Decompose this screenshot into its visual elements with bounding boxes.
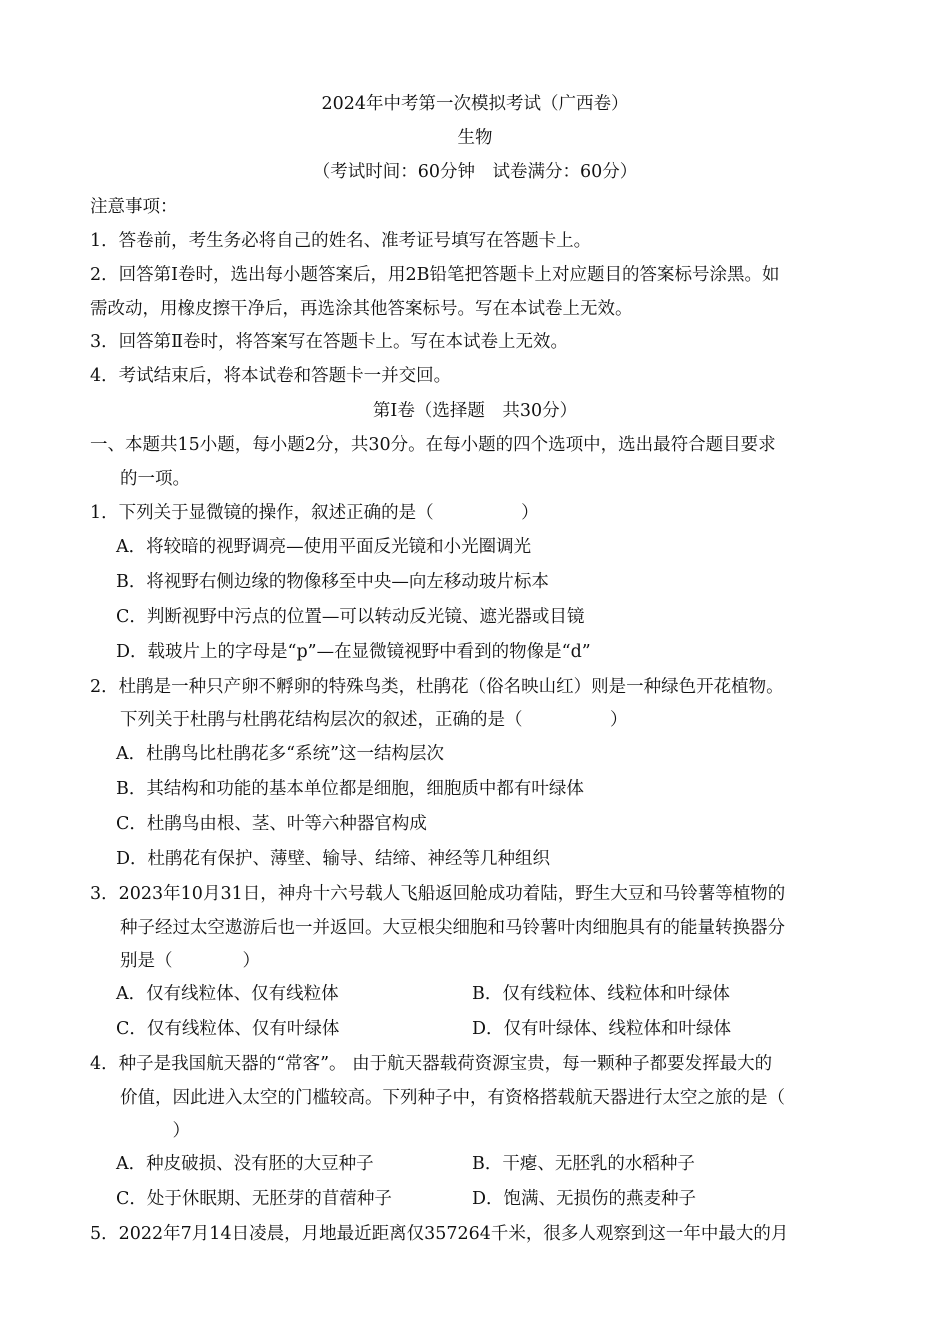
note-item-4: 4．考试结束后，将本试卷和答题卡一并交回。: [90, 366, 452, 386]
question-3-stem-continued: 种子经过太空遨游后也一并返回。大豆根尖细胞和马铃薯叶肉细胞具有的能量转换器分: [120, 918, 785, 938]
question-2-option-a: A．杜鹃鸟比杜鹃花多“系统”这一结构层次: [116, 744, 445, 764]
section1-instruction-continued: 的一项。: [120, 469, 190, 489]
question-4-option-a: A．种皮破损、没有胚的大豆种子: [116, 1154, 374, 1174]
question-3-option-d: D．仅有叶绿体、线粒体和叶绿体: [472, 1019, 732, 1039]
question-2-option-c: C．杜鹃鸟由根、茎、叶等六种器官构成: [116, 814, 427, 834]
section1-title: 第Ⅰ卷（选择题 共30分）: [372, 401, 578, 421]
question-2-option-d: D．杜鹃花有保护、薄壁、输导、结缔、神经等几种组织: [116, 849, 551, 869]
question-1-option-d: D．载玻片上的字母是“p”—在显微镜视野中看到的物像是“d”: [116, 642, 591, 662]
exam-time-info: （考试时间：60分钟 试卷满分：60分）: [312, 162, 638, 182]
question-1-option-a: A．将较暗的视野调亮—使用平面反光镜和小光圈调光: [116, 537, 532, 557]
note-item-2-continued: 需改动，用橡皮擦干净后，再选涂其他答案标号。写在本试卷上无效。: [90, 299, 633, 319]
question-3-option-c: C．仅有线粒体、仅有叶绿体: [116, 1019, 340, 1039]
question-4-option-c: C．处于休眠期、无胚芽的苜蓿种子: [116, 1189, 392, 1209]
question-4-stem-continued-2: ）: [120, 1121, 190, 1141]
note-item-3: 3．回答第Ⅱ卷时，将答案写在答题卡上。写在本试卷上无效。: [90, 332, 569, 352]
section1-instruction: 一、本题共15小题，每小题2分，共30分。在每小题的四个选项中，选出最符合题目要求: [90, 435, 776, 455]
question-3-stem: 3．2023年10月31日，神舟十六号载人飞船返回舱成功着陆，野生大豆和马铃薯等植物的: [90, 884, 786, 904]
question-4-option-d: D．饱满、无损伤的燕麦种子: [472, 1189, 697, 1209]
notes-heading: 注意事项：: [90, 197, 178, 217]
exam-title: 2024年中考第一次模拟考试（广西卷）: [321, 94, 629, 114]
question-5-stem: 5．2022年7月14日凌晨，月地最近距离仅357264千米，很多人观察到这一年中最大的月: [90, 1224, 789, 1244]
question-2-option-b: B．其结构和功能的基本单位都是细胞，细胞质中都有叶绿体: [116, 779, 584, 799]
question-3-option-a: A．仅有线粒体、仅有线粒体: [116, 984, 339, 1004]
question-4-stem-continued: 价值，因此进入太空的门槛较高。下列种子中，有资格搭载航天器进行太空之旅的是（: [120, 1088, 785, 1108]
question-4-option-b: B．干瘪、无胚乳的水稻种子: [472, 1154, 695, 1174]
exam-subject: 生物: [457, 128, 493, 148]
question-2-stem: 2．杜鹃是一种只产卵不孵卵的特殊鸟类，杜鹃花（俗名映山红）则是一种绿色开花植物。: [90, 677, 784, 697]
question-4-stem: 4．种子是我国航天器的“常客”。 由于航天器载荷资源宝贵，每一颗种子都要发挥最大的: [90, 1054, 773, 1074]
question-1-option-c: C．判断视野中污点的位置—可以转动反光镜、遮光器或目镜: [116, 607, 585, 627]
note-item-1: 1．答卷前，考生务必将自己的姓名、准考证号填写在答题卡上。: [90, 231, 592, 251]
question-2-stem-continued: 下列关于杜鹃与杜鹃花结构层次的叙述，正确的是（ ）: [120, 710, 628, 730]
question-1-option-b: B．将视野右侧边缘的物像移至中央—向左移动玻片标本: [116, 572, 549, 592]
note-item-2: 2．回答第Ⅰ卷时，选出每小题答案后，用2B铅笔把答题卡上对应题目的答案标号涂黑。如: [90, 265, 780, 285]
question-3-option-b: B．仅有线粒体、线粒体和叶绿体: [472, 984, 730, 1004]
question-3-stem-continued-2: 别是（ ）: [120, 951, 260, 971]
question-1-stem: 1．下列关于显微镜的操作，叙述正确的是（ ）: [90, 503, 539, 523]
